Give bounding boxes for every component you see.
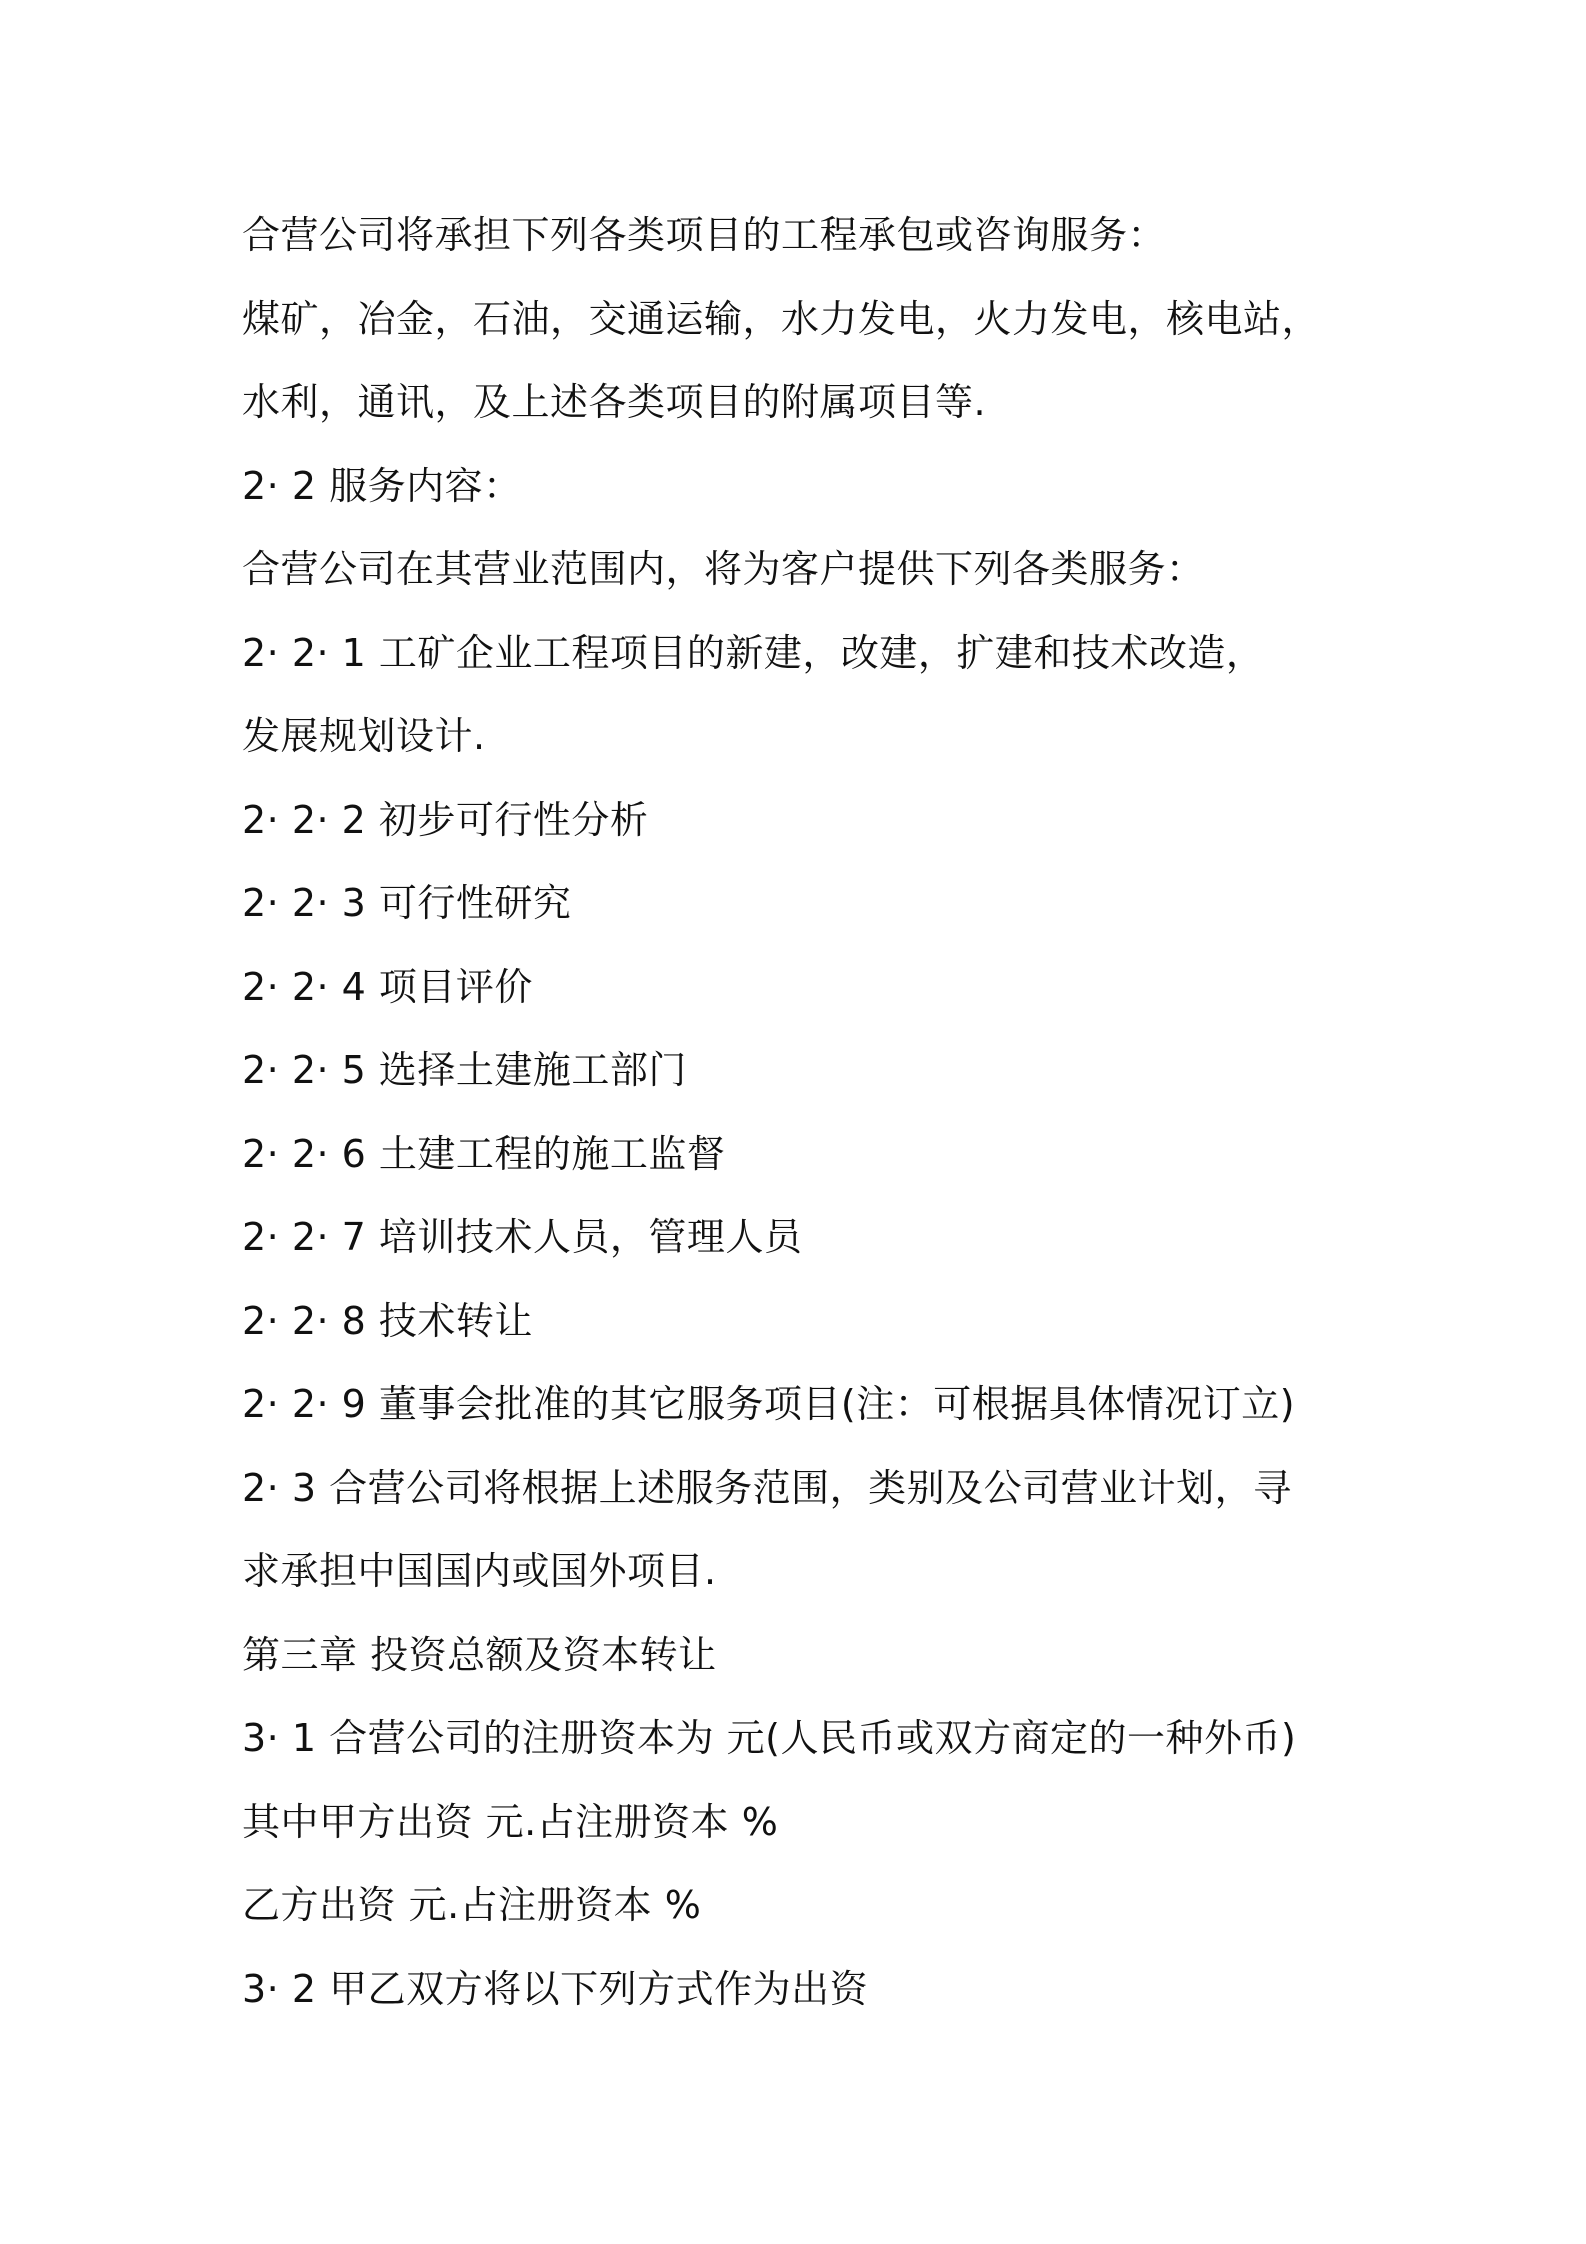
section-3-1: 3· 1 合营公司的注册资本为 元(人民币或双方商定的一种外币)	[242, 1716, 1297, 1760]
text-line-party-b-contribution: 乙方出资 元.占注册资本 %	[242, 1883, 702, 1927]
list-item-2-2-7: 2· 2· 7 培训技术人员，管理人员	[242, 1215, 803, 1259]
list-item-2-2-3: 2· 2· 3 可行性研究	[242, 881, 572, 925]
list-item-2-2-4: 2· 2· 4 项目评价	[242, 964, 533, 1009]
text-line-services-intro: 合营公司在其营业范围内，将为客户提供下列各类服务：	[242, 547, 1205, 591]
list-item-2-2-8: 2· 2· 8 技术转让	[242, 1298, 533, 1343]
section-2-3-cont: 求承担中国国内或国外项目.	[242, 1549, 717, 1593]
list-item-2-2-5: 2· 2· 5 选择土建施工部门	[242, 1048, 687, 1092]
list-item-2-2-9: 2· 2· 9 董事会批准的其它服务项目(注：可根据具体情况订立)	[242, 1382, 1296, 1426]
section-3-2: 3· 2 甲乙双方将以下列方式作为出资	[242, 1966, 869, 2011]
list-item-2-2-1-cont: 发展规划设计.	[242, 714, 486, 758]
text-line-project-types-cont: 水利，通讯，及上述各类项目的附属项目等.	[242, 380, 987, 424]
list-item-2-2-1: 2· 2· 1 工矿企业工程项目的新建，改建，扩建和技术改造，	[242, 630, 1265, 675]
text-line-project-types: 煤矿，冶金，石油，交通运输，水力发电，火力发电，核电站，	[242, 296, 1321, 341]
text-line-service-scope-intro: 合营公司将承担下列各类项目的工程承包或咨询服务：	[242, 213, 1167, 257]
section-heading-2-2: 2· 2 服务内容：	[242, 463, 522, 508]
list-item-2-2-6: 2· 2· 6 土建工程的施工监督	[242, 1131, 726, 1176]
chapter-heading-3: 第三章 投资总额及资本转让	[242, 1632, 717, 1677]
document-body	[242, 194, 1362, 2031]
section-2-3: 2· 3 合营公司将根据上述服务范围，类别及公司营业计划，寻	[242, 1465, 1292, 1510]
list-item-2-2-2: 2· 2· 2 初步可行性分析	[242, 797, 649, 842]
text-line-party-a-contribution: 其中甲方出资 元.占注册资本 %	[242, 1799, 779, 1844]
